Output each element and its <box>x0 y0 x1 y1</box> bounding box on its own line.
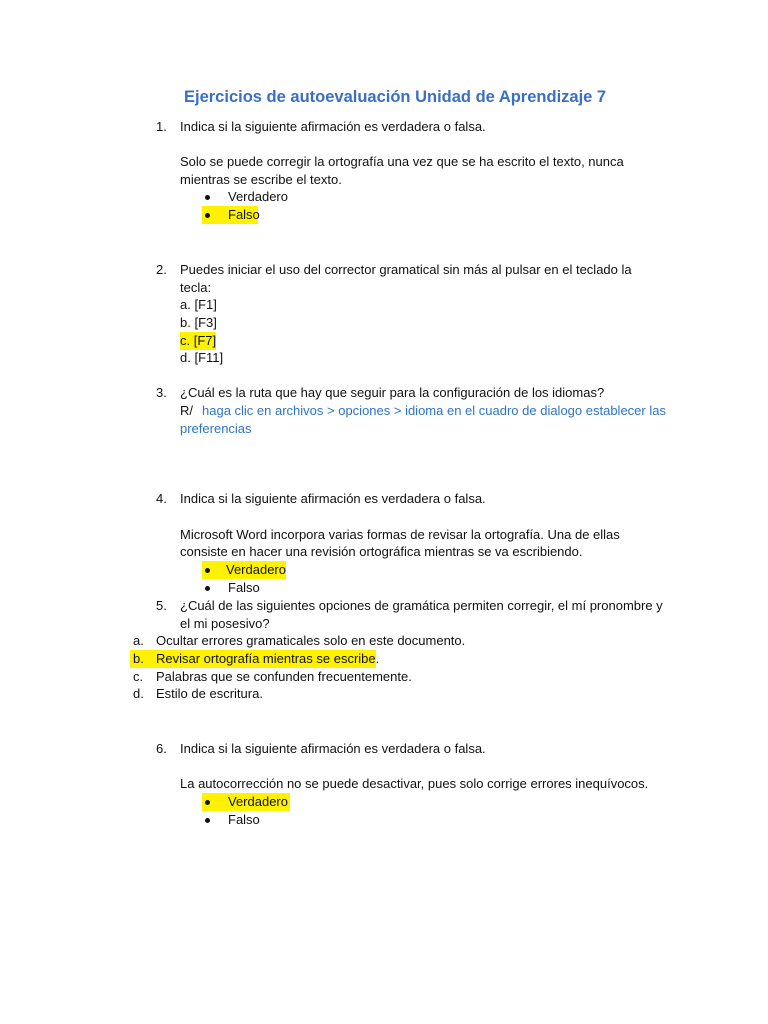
q6-option-falso: Falso <box>228 812 260 827</box>
q5-option-c: Palabras que se confunden frecuentemente. <box>156 669 412 684</box>
q1-prompt: Indica si la siguiente afirmación es verdadera o falsa. <box>180 119 486 134</box>
bullet-icon <box>205 818 210 823</box>
q2-option-d: d. [F11] <box>180 350 224 365</box>
q2-number: 2. <box>156 262 167 277</box>
q1-number: 1. <box>156 119 167 134</box>
q5-option-d: Estilo de escritura. <box>156 686 263 701</box>
q4-option-falso: Falso <box>228 580 260 595</box>
q5-option-c-label: c. <box>133 669 144 684</box>
q5-option-b-label: b. <box>133 651 144 666</box>
bullet-icon <box>205 195 210 200</box>
q2-prompt-line1: Puedes iniciar el uso del corrector gramatical sin más al pulsar en el teclado la <box>180 262 632 277</box>
q2-option-a: a. [F1] <box>180 297 217 312</box>
q6-number: 6. <box>156 741 167 756</box>
q3-prompt: ¿Cuál es la ruta que hay que seguir para la configuración de los idiomas? <box>180 385 605 400</box>
q4-number: 4. <box>156 491 167 506</box>
q3-number: 3. <box>156 385 167 400</box>
q5-prompt-line2: el mi posesivo? <box>180 616 270 631</box>
q1-option-falso: Falso <box>228 207 260 222</box>
q6-statement: La autocorrección no se puede desactivar, pues solo corrige errores inequívocos. <box>180 776 649 791</box>
q3-answer-prefix: R/ <box>180 403 193 418</box>
q1-statement-line2: mientras se escribe el texto. <box>180 172 342 187</box>
q4-statement-line1: Microsoft Word incorpora varias formas de revisar la ortografía. Una de ellas <box>180 527 620 542</box>
q1-statement-line1: Solo se puede corregir la ortografía una vez que se ha escrito el texto, nunca <box>180 154 624 169</box>
bullet-icon <box>205 213 210 218</box>
q2-option-b: b. [F3] <box>180 315 217 330</box>
q3-answer-line1: haga clic en archivos > opciones > idioma en el cuadro de dialogo establecer las <box>202 403 666 418</box>
bullet-icon <box>205 800 210 805</box>
q6-prompt: Indica si la siguiente afirmación es verdadera o falsa. <box>180 741 486 756</box>
q4-option-verdadero: Verdadero <box>226 562 286 577</box>
q5-option-d-label: d. <box>133 686 144 701</box>
q6-option-verdadero: Verdadero <box>228 794 288 809</box>
q1-option-verdadero: Verdadero <box>228 189 288 204</box>
q5-option-b: Revisar ortografía mientras se escribe. <box>156 651 380 666</box>
q4-prompt: Indica si la siguiente afirmación es verdadera o falsa. <box>180 491 486 506</box>
q5-number: 5. <box>156 598 167 613</box>
q2-option-c: c. [F7] <box>180 333 217 348</box>
bullet-icon <box>205 586 210 591</box>
q4-statement-line2: consiste en hacer una revisión ortográfica mientras se va escribiendo. <box>180 544 583 559</box>
page-title: Ejercicios de autoevaluación Unidad de Aprendizaje 7 <box>184 88 607 106</box>
q3-answer-line2: preferencias <box>180 421 252 436</box>
q5-prompt-line1: ¿Cuál de las siguientes opciones de gramática permiten corregir, el mí pronombre y <box>180 598 663 613</box>
q5-option-a: Ocultar errores gramaticales solo en este documento. <box>156 633 466 648</box>
q5-option-a-label: a. <box>133 633 144 648</box>
q2-prompt-line2: tecla: <box>180 280 212 295</box>
bullet-icon <box>205 568 210 573</box>
